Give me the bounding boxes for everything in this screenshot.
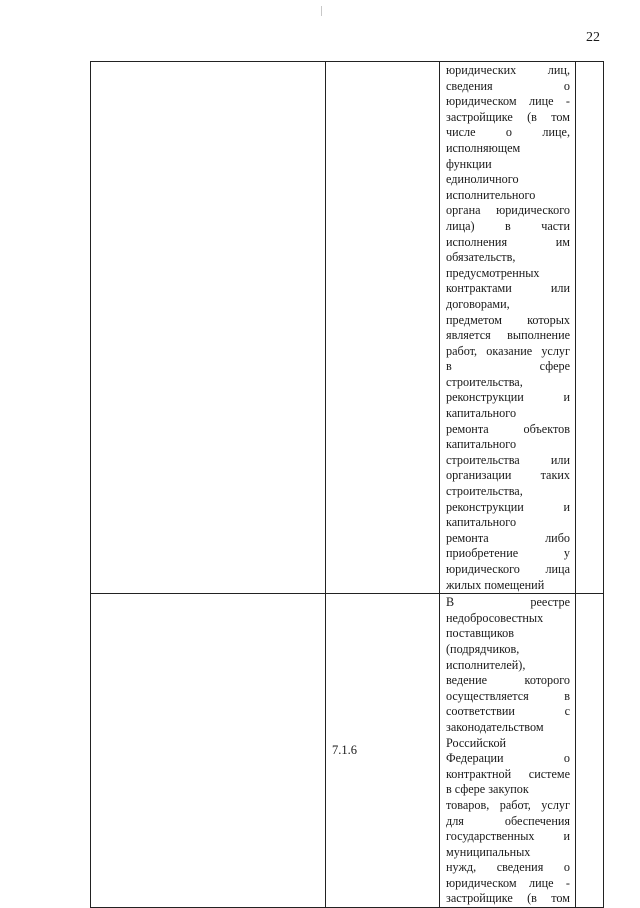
text-line: функции	[446, 156, 492, 171]
text-line: государственных и	[446, 829, 570, 844]
text-line: исполнителей),	[446, 657, 526, 672]
text-line: органа юридического	[446, 203, 570, 218]
text-line: В реестре	[446, 595, 570, 610]
text-line: муниципальных	[446, 844, 531, 859]
text-line: исполняющем	[446, 140, 521, 155]
text-line: осуществляется в	[446, 688, 570, 703]
text-line: контрактами или	[446, 281, 570, 296]
text-line: предусмотренных	[446, 265, 540, 280]
text-line: застройщике (в том	[446, 109, 570, 124]
text-line: юридических лиц,	[446, 63, 570, 77]
text-line: работ, оказание услуг	[446, 343, 570, 358]
text-line: строительства,	[446, 484, 523, 499]
text-line: числе о лице,	[446, 125, 570, 140]
text-line: ремонта либо	[446, 530, 570, 545]
text-line: товаров, работ, услуг	[446, 797, 570, 812]
text-line: Российской	[446, 735, 507, 750]
text-line: строительства,	[446, 374, 523, 389]
text-line: нужд, сведения о	[446, 860, 570, 875]
text-line: исполнительного	[446, 187, 536, 202]
text-line: для обеспечения	[446, 813, 570, 828]
text-line: застройщике (в том	[446, 891, 570, 906]
text-line: реконструкции и	[446, 390, 570, 405]
row-number: 7.1.6	[332, 743, 357, 758]
text-line: юридическом лице -	[446, 94, 570, 109]
table-cell-number	[326, 62, 440, 594]
text-line: договорами,	[446, 296, 510, 311]
text-line: капитального	[446, 406, 517, 421]
text-line: капитального	[446, 515, 517, 530]
text-line: недобросовестных	[446, 610, 544, 625]
text-line: Федерации о	[446, 751, 570, 766]
text-line: приобретение у	[446, 546, 570, 561]
text-line: капитального	[446, 437, 517, 452]
text-line: в сфере закупок	[446, 782, 529, 797]
text-line: строительства или	[446, 452, 570, 467]
row-description	[440, 62, 575, 593]
row-description	[440, 594, 575, 907]
table-cell-number	[326, 594, 440, 908]
text-line: законодательством	[446, 719, 544, 734]
text-line: ремонта объектов	[446, 421, 570, 436]
text-line: соответствии с	[446, 704, 570, 719]
text-line: юридического лица	[446, 562, 570, 576]
text-line: лица) в части	[446, 218, 570, 233]
page-number: 22	[586, 30, 600, 45]
table-cell-description	[440, 62, 576, 594]
text-line: жилых помещений	[446, 577, 545, 592]
text-line: ведение которого	[446, 673, 570, 688]
text-line: поставщиков	[446, 626, 515, 641]
table-cell-empty	[91, 594, 326, 908]
text-line: исполнения им	[446, 234, 570, 249]
text-line: (подрядчиков,	[446, 641, 520, 656]
text-line: в сфере	[446, 359, 570, 374]
table-cell-empty	[91, 62, 326, 594]
registry-table	[90, 61, 604, 908]
text-line: организации таких	[446, 468, 570, 483]
text-line: сведения о	[446, 78, 570, 93]
text-line: предметом которых	[446, 312, 570, 327]
table-row	[91, 62, 604, 594]
text-line: реконструкции и	[446, 499, 570, 514]
text-line: является выполнение	[446, 328, 570, 343]
table-row	[91, 594, 604, 908]
table-cell-description	[440, 594, 576, 908]
text-line: обязательств,	[446, 250, 516, 265]
table-cell-empty	[576, 62, 604, 594]
text-line: юридическом лице -	[446, 875, 570, 890]
table-cell-empty	[576, 594, 604, 908]
scan-artifact	[321, 6, 322, 16]
text-line: контрактной системе	[446, 766, 570, 781]
text-line: единоличного	[446, 172, 519, 187]
